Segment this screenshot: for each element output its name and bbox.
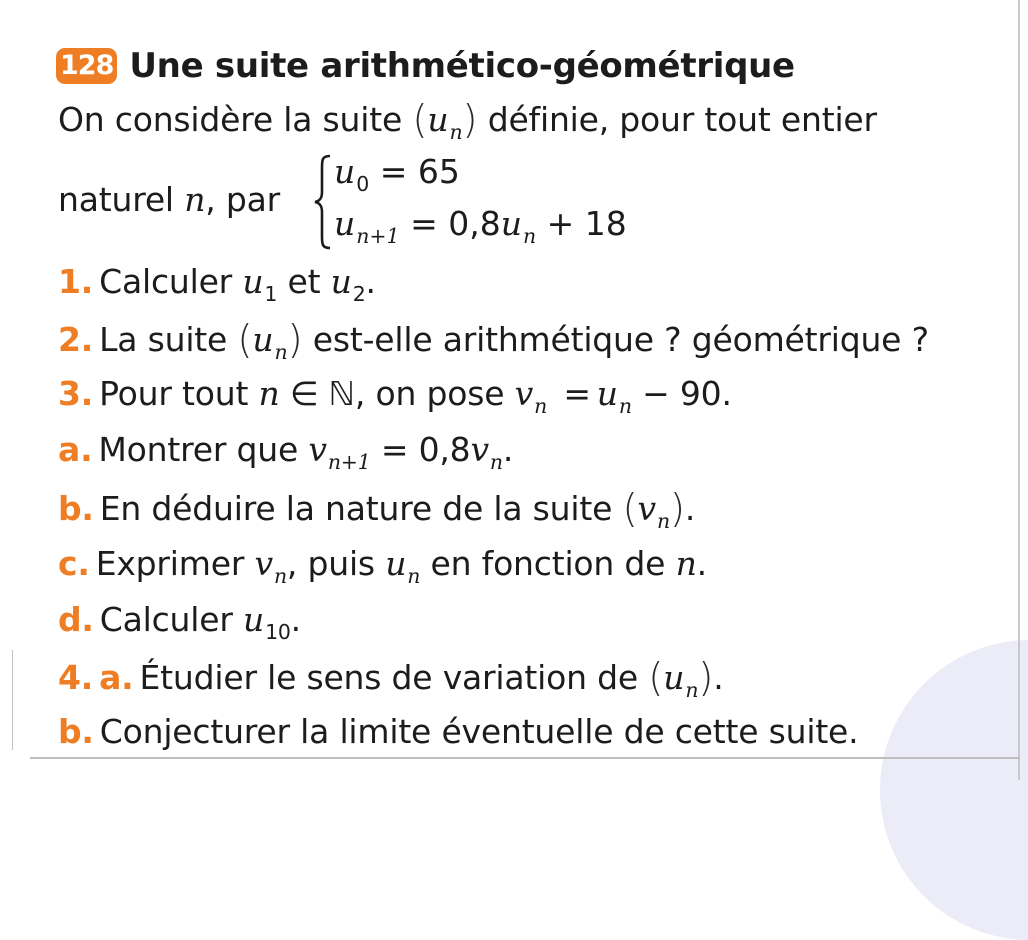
system-row-2: $u_{n+1} = 0,8u_n + 18$ [334, 204, 627, 248]
recurrence-system [312, 152, 652, 256]
curly-brace-icon [312, 152, 332, 252]
question-1: 1. Calculer $u_1$ et $u_2$. [58, 262, 376, 306]
exercise-header [56, 38, 795, 94]
question-2: 2. La suite $(u_n)$ est-elle arithmétique ? géométrique ? [58, 318, 929, 364]
question-3c: c. Exprimer $v_n$, puis $u_n$ en fonction de n. [58, 544, 707, 588]
exercise-title: Une suite arithmético-géométrique [129, 46, 795, 86]
question-3b: b. En déduire la nature de la suite $(v_n)$. [58, 487, 696, 533]
decorative-circle [880, 640, 1028, 940]
question-3: 3. Pour tout n ∈ ℕ, on pose $v_n = u_n - 90$. [58, 374, 732, 418]
seq-u: u [427, 100, 449, 140]
exercise-number-badge: 128 [56, 48, 117, 84]
system-row-1: $u_0 = 65$ [334, 152, 460, 196]
question-4b: b. Conjecturer la limite éventuelle de cette suite. [58, 712, 859, 751]
question-3d: d. Calculer $u_{10}$. [58, 600, 301, 644]
page-edge [1018, 0, 1020, 780]
question-3a: a. Montrer que $v_{n+1} = 0,8v_n$. [58, 430, 514, 474]
intro-line-1: On considère la suite $(u_n)$ définie, pour tout entier [58, 98, 877, 144]
margin-line [12, 650, 13, 750]
bottom-divider [30, 757, 1020, 759]
intro-line-2: naturel n, par [58, 180, 280, 219]
question-4a: 4. a. Étudier le sens de variation de $(u_n)$. [58, 656, 724, 702]
